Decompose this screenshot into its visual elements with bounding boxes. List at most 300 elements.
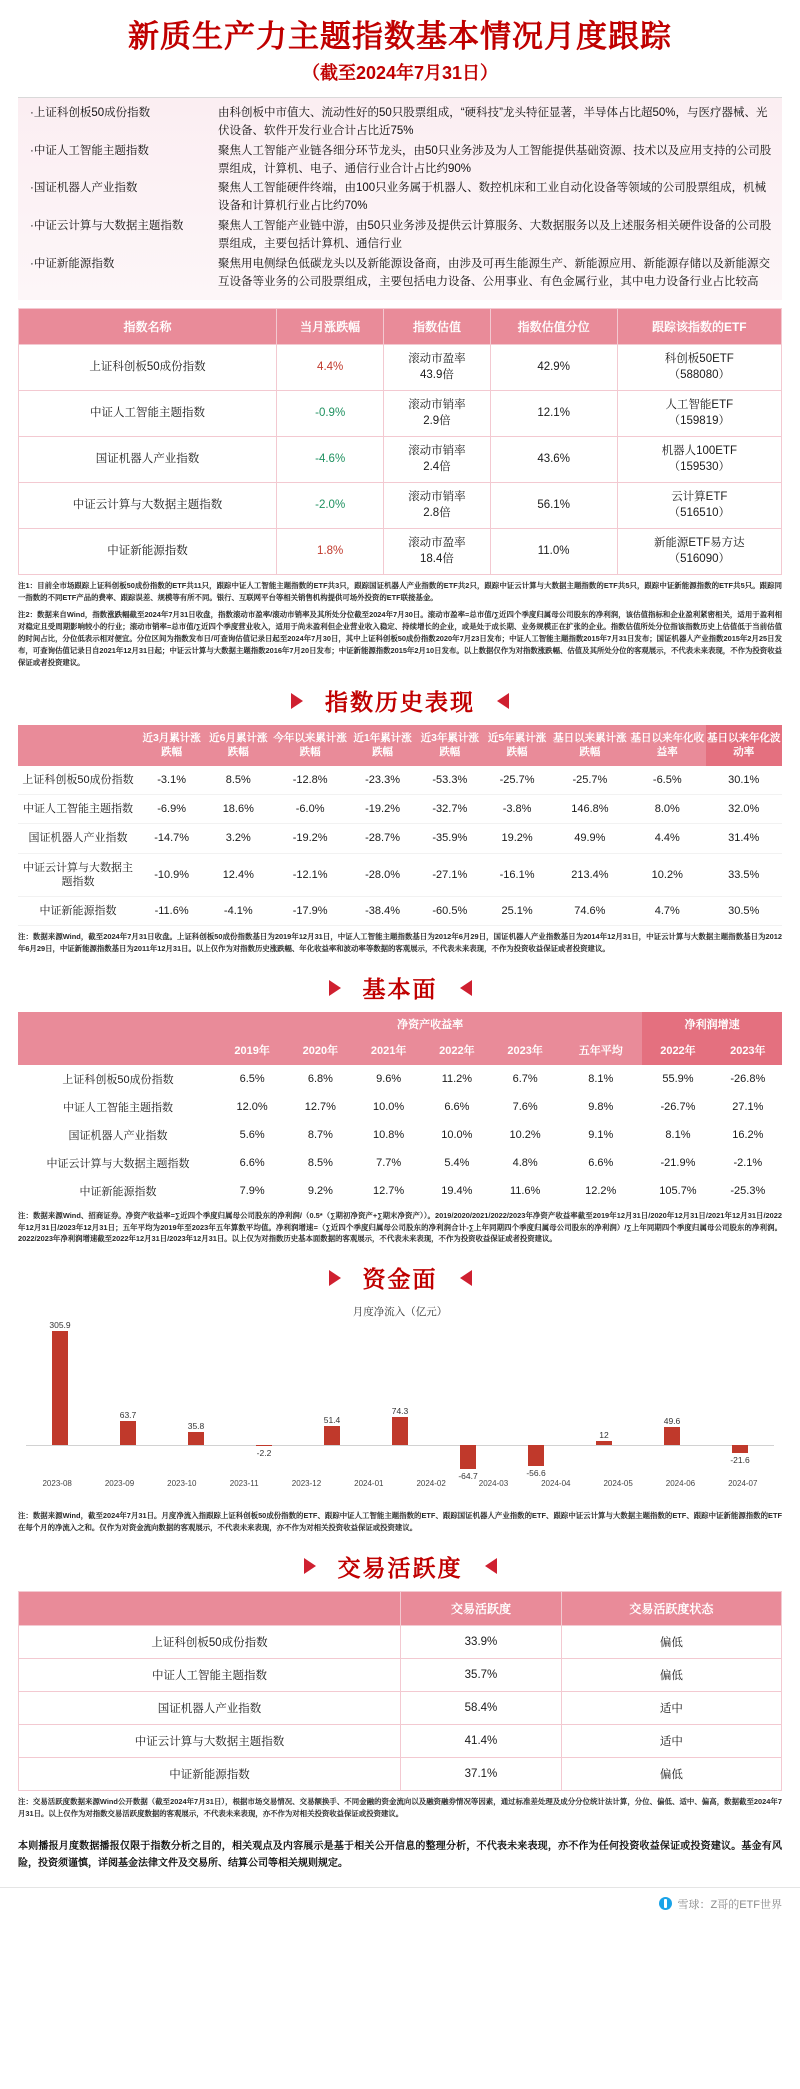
index-name-cell: 中证新能源指数 (18, 897, 138, 926)
page-subtitle: （截至2024年7月31日） (301, 63, 499, 84)
activity-value-cell: 35.7% (401, 1658, 562, 1691)
table-row (19, 345, 782, 391)
intro-index-desc: 由科创板中市值大、流动性好的50只股票组成，“硬科技”龙头特征显著，半导体占比超50%，与医疗器械、光伏设备、软件开发行业合计占比近75% (218, 107, 768, 137)
history-value-cell: -25.7% (551, 766, 629, 795)
overview-table-wrap (18, 308, 782, 575)
x-axis-tick-label: 2023-12 (291, 1479, 322, 1489)
x-axis-tick-label: 2023-08 (42, 1479, 72, 1489)
activity-status-cell: 偏低 (561, 1658, 781, 1691)
fundamental-value-cell: 7.7% (355, 1149, 423, 1177)
valuation-percentile-cell: 12.1% (490, 391, 617, 437)
index-name-cell: 中证云计算与大数据主题指数 (19, 1724, 401, 1757)
bar-value-label: 51.4 (323, 1414, 341, 1425)
triangle-right-icon (460, 980, 472, 996)
history-value-cell: 33.5% (706, 853, 783, 897)
intro-row (22, 255, 778, 293)
fundamentals-notes (0, 1210, 800, 1246)
fundamental-value-cell: -2.1% (714, 1149, 782, 1177)
table-row (18, 794, 782, 823)
activity-status-cell: 适中 (561, 1691, 781, 1724)
table-header-row (19, 1591, 782, 1625)
fundamental-value-cell: 12.2% (559, 1177, 642, 1205)
history-value-cell: 18.6% (205, 794, 271, 823)
bar-column (570, 1325, 638, 1475)
triangle-left-icon (291, 693, 303, 709)
fundamental-value-cell: -26.7% (642, 1093, 713, 1121)
column-header: 指数名称 (19, 309, 277, 345)
table-header-row (18, 725, 782, 765)
note-text: 注：数据来源Wind、招商证券。净资产收益率=∑近四个季度归属母公司股东的净利润/（0.5*（∑期初净资产+∑期末净资产））。2019/2020/2021/2022/2023年净资产收益率截至2019年12月31日/2020年12月31日/2021年12月31日/2022年12月31日/2023年12月31日；五年平均为2019年至2023年五年算数平均值。净利润增速=（∑近四个季度归属母公司股东的净利润合计-∑上年同期四个季度归属母公司股东的净利润）/∑上年同期四个季度归属母公司股东的净利润。2022/2023年净利润增速截至2022年12月31日/2023年12月31日。以上仅为对指数历史基本面数据的客观展示，不代表未来表现，不作为投资收益保证或者投资建议。 (18, 1210, 782, 1244)
fundamental-value-cell: 55.9% (642, 1065, 713, 1093)
table-row (19, 483, 782, 529)
index-name-cell: 中证新能源指数 (19, 1757, 401, 1790)
etf-name: 云计算ETF (671, 491, 728, 504)
fundamental-value-cell: 16.2% (714, 1121, 782, 1149)
bar-column (298, 1325, 366, 1475)
intro-row (22, 104, 778, 142)
activity-table-wrap (18, 1591, 782, 1791)
zero-axis-line (638, 1445, 706, 1446)
disclaimer-text: 本则播报月度数据播报仅限于指数分析之目的，相关观点及内容展示是基于相关公开信息的整理分析，不代表未来表现，亦不作为任何投资收益保证或投资建议。基金有风险，投资须谨慎，详阅基金法律文件及交易所、结算公司等相关规则规定。 (18, 1840, 782, 1870)
zero-axis-line (298, 1445, 366, 1446)
valuation-label: 滚动市盈率 (408, 353, 466, 366)
activity-status-cell: 适中 (561, 1724, 781, 1757)
history-table (18, 725, 782, 926)
table-row (18, 897, 782, 926)
column-header: 基日以来累计涨跌幅 (551, 725, 629, 765)
fundamental-value-cell: 10.0% (423, 1121, 491, 1149)
x-axis-tick-label: 2023-09 (104, 1479, 135, 1489)
history-value-cell: 31.4% (706, 824, 783, 853)
bar-column (638, 1325, 706, 1475)
history-value-cell: -19.2% (271, 824, 349, 853)
x-axis-tick-label: 2024-04 (541, 1479, 571, 1489)
bar-column (434, 1325, 502, 1482)
index-name-cell: 上证科创板50成份指数 (18, 766, 138, 795)
bar (256, 1445, 272, 1446)
history-value-cell: -38.4% (349, 897, 416, 926)
activity-table (18, 1591, 782, 1791)
valuation-cell (384, 483, 490, 529)
bar (596, 1441, 612, 1446)
fundamentals-table-wrap (18, 1012, 782, 1205)
activity-value-cell: 33.9% (401, 1625, 562, 1658)
fundamental-value-cell: 6.6% (559, 1149, 642, 1177)
bar (460, 1445, 476, 1469)
history-value-cell: -12.8% (271, 766, 349, 795)
history-value-cell: -6.9% (138, 794, 205, 823)
bar (664, 1427, 680, 1446)
intro-index-name: ·中证人工智能主题指数 (30, 144, 149, 157)
flows-notes (0, 1510, 800, 1534)
history-value-cell: -32.7% (416, 794, 483, 823)
index-name-cell: 中证人工智能主题指数 (18, 1093, 218, 1121)
table-row (19, 1724, 782, 1757)
column-header: 交易活跃度状态 (561, 1591, 781, 1625)
fundamental-value-cell: 19.4% (423, 1177, 491, 1205)
column-header: 交易活跃度 (401, 1591, 562, 1625)
activity-value-cell: 58.4% (401, 1691, 562, 1724)
etf-cell (617, 529, 781, 575)
note-text: 注：数据来源Wind，截至2024年7月31日收盘。上证科创板50成份指数基日为2019年12月31日，中证人工智能主题指数基日为2012年6月29日，国证机器人产业指数基日为2014年12月31日，中证云计算与大数据主题指数基日为2012年6月29日，中证新能源指数基日为2011年12月31日。以上仅作为对指数历史涨跌幅、年化收益率和波动率等数据的客观展示，不代表未来表现，不作为投资收益保证或者投资建议。 (18, 932, 782, 954)
fundamental-value-cell: 10.0% (355, 1093, 423, 1121)
bar (120, 1421, 136, 1445)
history-value-cell: 25.1% (483, 897, 550, 926)
index-name-cell: 上证科创板50成份指数 (19, 345, 277, 391)
overview-table (18, 308, 782, 575)
index-name-cell: 上证科创板50成份指数 (18, 1065, 218, 1093)
valuation-cell (384, 345, 490, 391)
table-row (18, 824, 782, 853)
intro-index-name: ·上证科创板50成份指数 (30, 107, 151, 120)
history-value-cell: -3.8% (483, 794, 550, 823)
fundamental-value-cell: -21.9% (642, 1149, 713, 1177)
etf-name: 机器人100ETF (661, 445, 738, 458)
bar (392, 1417, 408, 1445)
monthly-change-cell: -4.6% (277, 437, 384, 483)
etf-cell (617, 437, 781, 483)
zero-axis-line (26, 1445, 94, 1446)
history-value-cell: -6.0% (271, 794, 349, 823)
intro-index-desc: 聚焦人工智能硬件终端，由100只业务属于机器人、数控机床和工业自动化设备等领域的公司股票组成，机械设备和计算机行业占比约70% (218, 182, 767, 213)
triangle-right-icon (485, 1558, 497, 1574)
bar-value-label: 35.8 (187, 1420, 205, 1431)
valuation-value: 18.4倍 (420, 552, 454, 565)
intro-index-name: ·国证机器人产业指数 (30, 182, 138, 195)
bar-column (162, 1325, 230, 1475)
bar (52, 1331, 68, 1446)
bar-value-label: 305.9 (49, 1319, 71, 1330)
history-value-cell: 3.2% (205, 824, 271, 853)
bar-value-label: -64.7 (458, 1471, 478, 1482)
etf-code: （159819） (668, 414, 730, 427)
table-row (19, 1625, 782, 1658)
footer (0, 1887, 800, 1918)
history-value-cell: -3.1% (138, 766, 205, 795)
history-value-cell: -6.5% (629, 766, 705, 795)
monthly-change-cell: 1.8% (277, 529, 384, 575)
history-value-cell: -25.7% (483, 766, 550, 795)
index-name-cell: 中证新能源指数 (19, 529, 277, 575)
history-value-cell: 19.2% (483, 824, 550, 853)
bar-value-label: -21.6 (730, 1455, 750, 1466)
history-value-cell: 4.4% (629, 824, 705, 853)
note-text: 注：数据来源Wind，截至2024年7月31日。月度净流入指跟踪上证科创板50成份指数的ETF、跟踪中证人工智能主题指数的ETF、跟踪国证机器人产业指数的ETF、跟踪中证云计算与大数据主题指数的ETF、跟踪中证新能源指数的ETF在每个月的净流入之和。仅作为对资金流向数据的客观展示，不代表未来表现，亦不作为对相关投资收益保证或投资建议。 (18, 1511, 782, 1533)
triangle-left-icon (304, 1558, 316, 1574)
bar-column (502, 1325, 570, 1479)
group-header-profit-growth: 净利润增速 (642, 1012, 782, 1038)
bar-column (366, 1325, 434, 1475)
fundamental-value-cell: 105.7% (642, 1177, 713, 1205)
fundamental-value-cell: 6.5% (218, 1065, 286, 1093)
column-header: 基日以来年化收益率 (629, 725, 705, 765)
monthly-change-cell: -0.9% (277, 391, 384, 437)
snowball-icon (659, 1897, 672, 1910)
activity-status-cell: 偏低 (561, 1625, 781, 1658)
intro-index-desc: 聚焦人工智能产业链中游，由50只业务涉及提供云计算服务、大数据服务以及上述服务相关硬件设备的公司股票组成，主要包括计算机、通信行业 (218, 220, 772, 250)
fundamental-value-cell: 6.6% (423, 1093, 491, 1121)
valuation-percentile-cell: 11.0% (490, 529, 617, 575)
bar-value-label: 74.3 (391, 1406, 409, 1417)
column-header: 近3年累计涨跌幅 (416, 725, 483, 765)
note-text: 注1：目前全市场跟踪上证科创板50成份指数的ETF共11只，跟踪中证人工智能主题指数的ETF共3只，跟踪国证机器人产业指数的ETF共2只，跟踪中证云计算与大数据主题指数的ETF共5只，跟踪中证新能源指数的ETF共5只。跟踪同一指数的不同ETF产品的费率、跟踪误差、规模等有所不同。银行、互联网平台等相关销售机构提供可场外投资的ETF联接基金。 (18, 581, 782, 603)
valuation-percentile-cell: 56.1% (490, 483, 617, 529)
intro-row (22, 142, 778, 180)
index-name-cell: 中证人工智能主题指数 (19, 391, 277, 437)
zero-axis-line (162, 1445, 230, 1446)
fundamental-value-cell: 6.6% (218, 1149, 286, 1177)
history-notes (0, 931, 800, 955)
bar (324, 1426, 340, 1445)
note-text: 注2：数据来自Wind，指数涨跌幅截至2024年7月31日收盘，指数滚动市盈率/滚动市销率及其所处分位截至2024年7月30日。滚动市盈率=总市值/∑近四个季度归属母公司股东的净利润，该估值指标和企业盈利紧密相关，适用于盈利相对稳定且受周期影响较小的行业；滚动市销率=总市值/∑近四个季度营业收入，适用于尚未盈利但企业营业收入稳定、持续增长的企业，或是处于成长期、业务规模正在扩张的企业。指数估值所处分位指该指数历史上估值低于当前估值的时间占比，分位低表示相对便宜。分位区间为指数发布日/可查询估值记录日起至2024年7月30日，其中上证科创板50成份指数2020年7月23日发布；中证人工智能主题指数2015年7月31日发布；国证机器人产业指数2015年2月25日发布，可查询估值记录日自2021年12月31日起；中证云计算与大数据主题指数2016年7月20日发布；中证新能源指数2015年2月10日发布。以上数据仅作为对指数涨跌幅、估值及其所处分位的客观展示，不代表未来表现，不作为投资收益保证或者投资建议。 (18, 610, 782, 667)
group-header-roe: 净资产收益率 (218, 1012, 642, 1038)
index-name-cell: 中证人工智能主题指数 (18, 794, 138, 823)
activity-status-cell: 偏低 (561, 1757, 781, 1790)
history-value-cell: -53.3% (416, 766, 483, 795)
table-row (18, 1121, 782, 1149)
triangle-right-icon (460, 1270, 472, 1286)
section-title-text: 指数历史表现 (325, 689, 475, 716)
index-name-cell: 国证机器人产业指数 (19, 1691, 401, 1724)
etf-cell (617, 483, 781, 529)
fundamental-value-cell: 6.7% (491, 1065, 559, 1093)
intro-index-name: ·中证云计算与大数据主题指数 (30, 220, 184, 233)
intro-row (22, 217, 778, 255)
history-value-cell: 10.2% (629, 853, 705, 897)
activity-value-cell: 37.1% (401, 1757, 562, 1790)
fundamental-value-cell: 9.1% (559, 1121, 642, 1149)
table-row (18, 766, 782, 795)
index-name-cell: 中证新能源指数 (18, 1177, 218, 1205)
etf-cell (617, 391, 781, 437)
fundamental-value-cell: 5.6% (218, 1121, 286, 1149)
bar-value-label: 12 (599, 1429, 609, 1440)
history-value-cell: -10.9% (138, 853, 205, 897)
x-axis-tick-label: 2023-11 (229, 1479, 259, 1489)
table-row (19, 437, 782, 483)
column-header: 近3月累计涨跌幅 (138, 725, 205, 765)
x-axis-tick-label: 2024-03 (478, 1479, 509, 1489)
index-name-cell: 国证机器人产业指数 (19, 437, 277, 483)
column-header: 2021年 (355, 1038, 423, 1064)
history-value-cell: 8.0% (629, 794, 705, 823)
index-name-cell: 中证云计算与大数据主题指数 (18, 1149, 218, 1177)
column-header: 近1年累计涨跌幅 (349, 725, 416, 765)
fundamental-value-cell: 8.1% (642, 1121, 713, 1149)
section-title-text: 基本面 (362, 976, 438, 1003)
column-header: 基日以来年化波动率 (706, 725, 783, 765)
chart-title: 月度净流入（亿元） (352, 1306, 448, 1319)
bar-column (230, 1325, 298, 1475)
x-axis-tick-label: 2023-10 (167, 1479, 197, 1489)
monthly-change-cell: -2.0% (277, 483, 384, 529)
history-value-cell: 4.7% (629, 897, 705, 926)
column-header: 五年平均 (559, 1038, 642, 1064)
footer-handle: 雪球：Z哥的ETF世界 (677, 1898, 782, 1911)
valuation-value: 2.8倍 (423, 506, 451, 519)
history-value-cell: -35.9% (416, 824, 483, 853)
column-header: 2022年 (423, 1038, 491, 1064)
fundamental-value-cell: 10.8% (355, 1121, 423, 1149)
valuation-value: 2.4倍 (423, 460, 451, 473)
column-header (18, 725, 138, 765)
fundamental-value-cell: 11.6% (491, 1177, 559, 1205)
bar (732, 1445, 748, 1453)
note-text: 注：交易活跃度数据来源Wind公开数据（截至2024年7月31日），根据市场交易情况、交易额换手、不同金融的资金流向以及融资融券情况等因素，通过标准差处理及成分分位统计法计算，分位、偏低、适中、偏高，数据截至2024年7月31日。以上仅作为对指数交易活跃度数据的客观展示，不代表未来表现，亦不作为对相关投资收益保证或投资建议。 (18, 1796, 782, 1818)
x-axis-tick-label: 2024-02 (416, 1479, 446, 1489)
history-value-cell: -12.1% (271, 853, 349, 897)
history-value-cell: 32.0% (706, 794, 783, 823)
section-title-flows (0, 1261, 800, 1294)
etf-cell (617, 345, 781, 391)
table-group-header-row (18, 1012, 782, 1038)
table-row (19, 391, 782, 437)
column-header: 指数估值 (384, 309, 490, 345)
fundamental-value-cell: 7.9% (218, 1177, 286, 1205)
corner-header (18, 1012, 218, 1065)
bar-value-label: -2.2 (256, 1448, 272, 1459)
fundamental-value-cell: 6.8% (286, 1065, 354, 1093)
page-title: 新质生产力主题指数基本情况月度跟踪 (128, 19, 672, 54)
column-header: 今年以来累计涨跌幅 (271, 725, 349, 765)
column-header: 2022年 (642, 1038, 713, 1064)
valuation-percentile-cell: 43.6% (490, 437, 617, 483)
table-header-row (19, 309, 782, 345)
column-header: 近6月累计涨跌幅 (205, 725, 271, 765)
fundamental-value-cell: 4.8% (491, 1149, 559, 1177)
index-intro-block (18, 97, 782, 300)
intro-index-desc: 聚焦用电侧绿色低碳龙头以及新能源设备商，由涉及可再生能源生产、新能源应用、新能源存储以及新能源交互设备等业务的公司股票组成，主要包括电力设备、公用事业、有色金属行业，其中电力设备行业占比较高 (218, 257, 770, 288)
fundamentals-table (18, 1012, 782, 1205)
column-header: 跟踪该指数的ETF (617, 309, 781, 345)
intro-row (22, 179, 778, 217)
fundamental-value-cell: 12.7% (286, 1093, 354, 1121)
fundamental-value-cell: 8.5% (286, 1149, 354, 1177)
column-header: 2020年 (286, 1038, 354, 1064)
table-row (18, 1177, 782, 1205)
column-header (19, 1591, 401, 1625)
column-header: 2023年 (714, 1038, 782, 1064)
triangle-right-icon (497, 693, 509, 709)
history-value-cell: 146.8% (551, 794, 629, 823)
triangle-left-icon (329, 980, 341, 996)
fundamental-value-cell: 9.2% (286, 1177, 354, 1205)
history-value-cell: -14.7% (138, 824, 205, 853)
history-value-cell: -28.0% (349, 853, 416, 897)
history-value-cell: -60.5% (416, 897, 483, 926)
table-row (19, 529, 782, 575)
history-value-cell: -16.1% (483, 853, 550, 897)
fundamental-value-cell: 12.0% (218, 1093, 286, 1121)
table-row (19, 1691, 782, 1724)
fundamental-value-cell: -26.8% (714, 1065, 782, 1093)
overview-notes (0, 580, 800, 668)
bar-column (94, 1325, 162, 1475)
activity-notes (0, 1796, 800, 1820)
zero-axis-line (570, 1445, 638, 1446)
section-title-history (0, 684, 800, 717)
etf-code: （159530） (668, 460, 730, 473)
x-axis-tick-label: 2024-07 (728, 1479, 758, 1489)
section-title-activity (0, 1550, 800, 1583)
column-header: 指数估值分位 (490, 309, 617, 345)
etf-name: 人工智能ETF (665, 399, 734, 412)
valuation-cell (384, 437, 490, 483)
fundamental-value-cell: 10.2% (491, 1121, 559, 1149)
history-value-cell: 49.9% (551, 824, 629, 853)
column-header: 2019年 (218, 1038, 286, 1064)
history-value-cell: -11.6% (138, 897, 205, 926)
fundamental-value-cell: 11.2% (423, 1065, 491, 1093)
fundamental-value-cell: 8.7% (286, 1121, 354, 1149)
section-title-fundamentals (0, 971, 800, 1004)
index-name-cell: 中证云计算与大数据主题指数 (18, 853, 138, 897)
index-name-cell: 国证机器人产业指数 (18, 824, 138, 853)
valuation-value: 2.9倍 (423, 414, 451, 427)
valuation-percentile-cell: 42.9% (490, 345, 617, 391)
index-name-cell: 中证云计算与大数据主题指数 (19, 483, 277, 529)
table-row (19, 1658, 782, 1691)
x-axis-tick-label: 2024-05 (603, 1479, 633, 1489)
bar-value-label: -56.6 (526, 1468, 546, 1479)
valuation-label: 滚动市销率 (408, 399, 466, 412)
fundamental-value-cell: 5.4% (423, 1149, 491, 1177)
fundamental-value-cell: 9.8% (559, 1093, 642, 1121)
zero-axis-line (366, 1445, 434, 1446)
history-value-cell: 30.5% (706, 897, 783, 926)
history-value-cell: 8.5% (205, 766, 271, 795)
table-row (18, 1149, 782, 1177)
table-row (18, 1065, 782, 1093)
zero-axis-line (94, 1445, 162, 1446)
valuation-label: 滚动市盈率 (408, 537, 466, 550)
index-name-cell: 上证科创板50成份指数 (19, 1625, 401, 1658)
bar-column (26, 1319, 94, 1475)
valuation-label: 滚动市销率 (408, 445, 466, 458)
table-row (19, 1757, 782, 1790)
valuation-label: 滚动市销率 (408, 491, 466, 504)
history-value-cell: -23.3% (349, 766, 416, 795)
history-value-cell: -17.9% (271, 897, 349, 926)
fundamental-value-cell: 8.1% (559, 1065, 642, 1093)
etf-name: 科创板50ETF (664, 353, 734, 366)
column-header: 2023年 (491, 1038, 559, 1064)
valuation-cell (384, 391, 490, 437)
fundamental-value-cell: -25.3% (714, 1177, 782, 1205)
bar-value-label: 49.6 (663, 1415, 681, 1426)
history-value-cell: -19.2% (349, 794, 416, 823)
history-table-wrap (18, 725, 782, 926)
bar (188, 1432, 204, 1445)
etf-code: （516510） (668, 506, 730, 519)
section-title-text: 交易活跃度 (337, 1554, 463, 1581)
monthly-change-cell: 4.4% (277, 345, 384, 391)
activity-value-cell: 41.4% (401, 1724, 562, 1757)
bar (528, 1445, 544, 1466)
column-header: 近5年累计涨跌幅 (483, 725, 550, 765)
section-title-text: 资金面 (362, 1266, 438, 1293)
history-value-cell: 30.1% (706, 766, 783, 795)
history-value-cell: 74.6% (551, 897, 629, 926)
valuation-cell (384, 529, 490, 575)
history-value-cell: -28.7% (349, 824, 416, 853)
history-value-cell: 213.4% (551, 853, 629, 897)
intro-index-desc: 聚焦人工智能产业链各细分环节龙头，由50只业务涉及为人工智能提供基础资源、技术以及应用支持的公司股票组成，计算机、电子、通信行业合计占比约90% (218, 144, 772, 175)
index-name-cell: 中证人工智能主题指数 (19, 1658, 401, 1691)
x-axis-tick-label: 2024-01 (354, 1479, 384, 1489)
etf-code: （516090） (668, 552, 730, 565)
bar-column (706, 1325, 774, 1475)
